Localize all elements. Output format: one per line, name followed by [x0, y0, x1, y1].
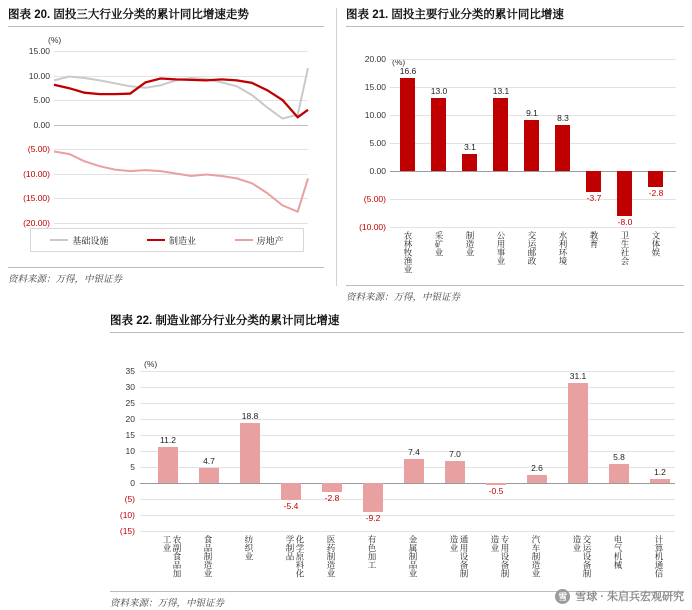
chart-21-ytick: 0.00 — [369, 166, 386, 176]
bar — [555, 125, 570, 171]
bar-label: 8.3 — [557, 113, 569, 123]
gridline — [390, 199, 676, 200]
bar — [462, 154, 477, 171]
watermark-text: 雪球 · 朱启兵宏观研究 — [575, 591, 684, 603]
snowball-icon: 雪 — [555, 589, 570, 604]
gridline — [390, 227, 676, 228]
chart-21-xtick: 交运邮政 — [527, 231, 537, 265]
bar — [431, 98, 446, 171]
watermark — [555, 588, 684, 604]
legend-swatch-realestate — [235, 239, 253, 241]
bar-label: 7.0 — [449, 449, 461, 459]
bar-label: 1.2 — [654, 467, 666, 477]
bar-label: 13.0 — [430, 86, 448, 96]
chart-22-ytick: (15) — [119, 526, 135, 536]
panel-20-title: 图表 20. 固投三大行业分类的累计同比增速走势 — [8, 9, 249, 21]
bar-label: -3.7 — [586, 193, 602, 203]
chart-22-xtick: 农副食品加工业 — [162, 535, 182, 578]
chart-21-xtick: 制造业 — [465, 231, 475, 257]
bar — [363, 483, 383, 512]
chart-20-ytick: 10.00 — [28, 70, 50, 81]
chart-22-xtick: 交运设备制造业 — [572, 535, 592, 578]
chart-22-ytick: 25 — [125, 398, 135, 408]
chart-22-plot — [110, 333, 684, 583]
chart-20-series-svg — [8, 27, 324, 239]
chart-22-xtick: 汽车制造业 — [531, 535, 541, 578]
chart-22-xtick: 医药制造业 — [326, 535, 336, 578]
chart-22-xtick: 化学原料化学制品 — [285, 535, 305, 578]
bar — [524, 120, 539, 171]
panel-21-source: 资料来源：万得，中银证券 — [346, 285, 684, 303]
gridline — [140, 387, 675, 388]
chart-21-xtick: 采矿业 — [434, 231, 444, 257]
bar — [617, 171, 632, 216]
panel-21-title: 图表 21. 固投主要行业分类的累计同比增速 — [346, 9, 564, 21]
chart-21-y-unit: (%) — [392, 57, 406, 67]
bar-label: 3.1 — [464, 142, 476, 152]
gridline — [140, 435, 675, 436]
bar — [281, 483, 301, 500]
chart-20-ytick: (20.00) — [23, 217, 50, 228]
chart-20-legend — [30, 228, 304, 252]
legend-item-realestate — [235, 234, 284, 247]
panel-22-source: 资料来源：万得，中银证券 — [110, 591, 684, 609]
bar — [322, 483, 342, 492]
bar-label: -9.2 — [365, 513, 381, 523]
bar — [648, 171, 663, 187]
bar — [486, 483, 506, 485]
bar-label: 11.2 — [160, 435, 176, 445]
chart-22-xtick: 纺织业 — [244, 535, 254, 561]
gridline — [140, 499, 675, 500]
chart-22-ytick: (5) — [124, 494, 135, 504]
bar — [650, 479, 670, 483]
bar-label: 13.1 — [492, 86, 510, 96]
bar — [493, 98, 508, 171]
chart-20-ytick: 15.00 — [28, 46, 50, 56]
legend-swatch-infrastructure — [50, 239, 68, 241]
chart-20-ytick: (10.00) — [23, 168, 50, 179]
bar — [240, 423, 260, 483]
gridline — [140, 515, 675, 516]
bar — [586, 171, 601, 192]
legend-item-infrastructure — [50, 234, 108, 247]
gridline — [390, 59, 676, 60]
bar-label: 9.1 — [526, 108, 538, 118]
bar-label: 16.6 — [399, 66, 417, 76]
chart-20-plot — [8, 27, 324, 239]
chart-21-xtick: 文体娱 — [651, 231, 661, 257]
legend-item-manufacturing — [147, 234, 196, 247]
chart-21-xtick: 公用事业 — [496, 231, 506, 265]
bar-label: 5.8 — [613, 452, 625, 462]
bar-label: 7.4 — [408, 447, 420, 457]
chart-22-ytick: 35 — [125, 366, 135, 376]
chart-22-y-unit: (%) — [144, 359, 158, 369]
panel-22-title: 图表 22. 制造业部分行业分类的累计同比增速 — [110, 315, 340, 327]
bar — [445, 461, 465, 483]
chart-20-ytick: (5.00) — [27, 144, 50, 154]
chart-20-y-unit: (%) — [48, 35, 62, 45]
bar — [158, 447, 178, 483]
bar-label: -0.5 — [488, 486, 504, 496]
legend-label-manufacturing: 制造业 — [168, 235, 196, 246]
bar-label: 4.7 — [203, 456, 215, 466]
gridline — [140, 403, 675, 404]
chart-21-ytick: 20.00 — [364, 54, 386, 64]
chart-22-ytick: 15 — [125, 430, 135, 440]
chart-21-ytick: (10.00) — [359, 222, 386, 232]
bar-label: -2.8 — [648, 188, 664, 198]
chart-21-zero-line — [390, 171, 676, 172]
legend-swatch-manufacturing — [147, 239, 165, 241]
chart-22-xtick: 专用设备制造业 — [490, 535, 510, 578]
chart-22-ytick: 20 — [125, 414, 135, 424]
chart-21-xtick: 农林牧渔业 — [403, 231, 413, 274]
chart-20-ytick: 0.00 — [33, 119, 50, 130]
chart-20-ytick: (15.00) — [23, 193, 50, 203]
chart-22-xtick: 计算机通信 — [654, 535, 664, 578]
chart-22-ytick: 5 — [130, 462, 135, 472]
bar-label: -5.4 — [283, 501, 299, 511]
bar-label: -8.0 — [617, 217, 633, 227]
bar-label: 18.8 — [241, 411, 259, 421]
bar — [400, 78, 415, 171]
bar — [199, 468, 219, 483]
gridline — [140, 419, 675, 420]
bar-label: -2.8 — [324, 493, 340, 503]
bar — [527, 475, 547, 483]
chart-22-xtick: 有色加工 — [367, 535, 377, 569]
bar-label: 31.1 — [569, 371, 587, 381]
chart-21-plot — [346, 27, 684, 287]
bar — [609, 464, 629, 483]
chart-22-ytick: 0 — [130, 478, 135, 488]
chart-22-ytick: 30 — [125, 382, 135, 392]
chart-21-xtick: 教育 — [589, 231, 599, 248]
chart-22-xtick: 电气机械 — [613, 535, 623, 569]
chart-22-zero-line — [140, 483, 675, 484]
series-line-realestate — [54, 152, 308, 212]
gridline — [140, 531, 675, 532]
legend-label-infrastructure: 基础设施 — [72, 235, 109, 246]
chart-21-ytick: 10.00 — [364, 110, 386, 120]
chart-22-ytick: (10) — [119, 510, 135, 520]
legend-label-realestate: 房地产 — [256, 235, 284, 246]
series-line-manufacturing — [54, 79, 308, 118]
panel-chart-21 — [346, 6, 684, 303]
panel-chart-22 — [110, 312, 684, 609]
bar — [568, 383, 588, 483]
chart-21-xtick: 卫生社会 — [620, 231, 630, 265]
chart-21-ytick: 5.00 — [369, 138, 386, 148]
gridline — [140, 371, 675, 372]
panel-chart-20 — [8, 6, 324, 286]
chart-22-xtick: 食品制造业 — [203, 535, 213, 578]
chart-22-xtick: 金属制品业 — [408, 535, 418, 578]
bar — [404, 459, 424, 483]
chart-21-xtick: 水利环境 — [558, 231, 568, 265]
chart-20-ytick: 5.00 — [33, 95, 50, 105]
chart-22-xtick: 通用设备制造业 — [449, 535, 469, 578]
panel-divider-vertical — [336, 8, 337, 286]
chart-21-ytick: (5.00) — [363, 194, 386, 204]
bar-label: 2.6 — [531, 463, 543, 473]
chart-22-ytick: 10 — [125, 446, 135, 456]
chart-21-ytick: 15.00 — [364, 82, 386, 92]
panel-20-source: 资料来源：万得，中银证券 — [8, 267, 324, 285]
